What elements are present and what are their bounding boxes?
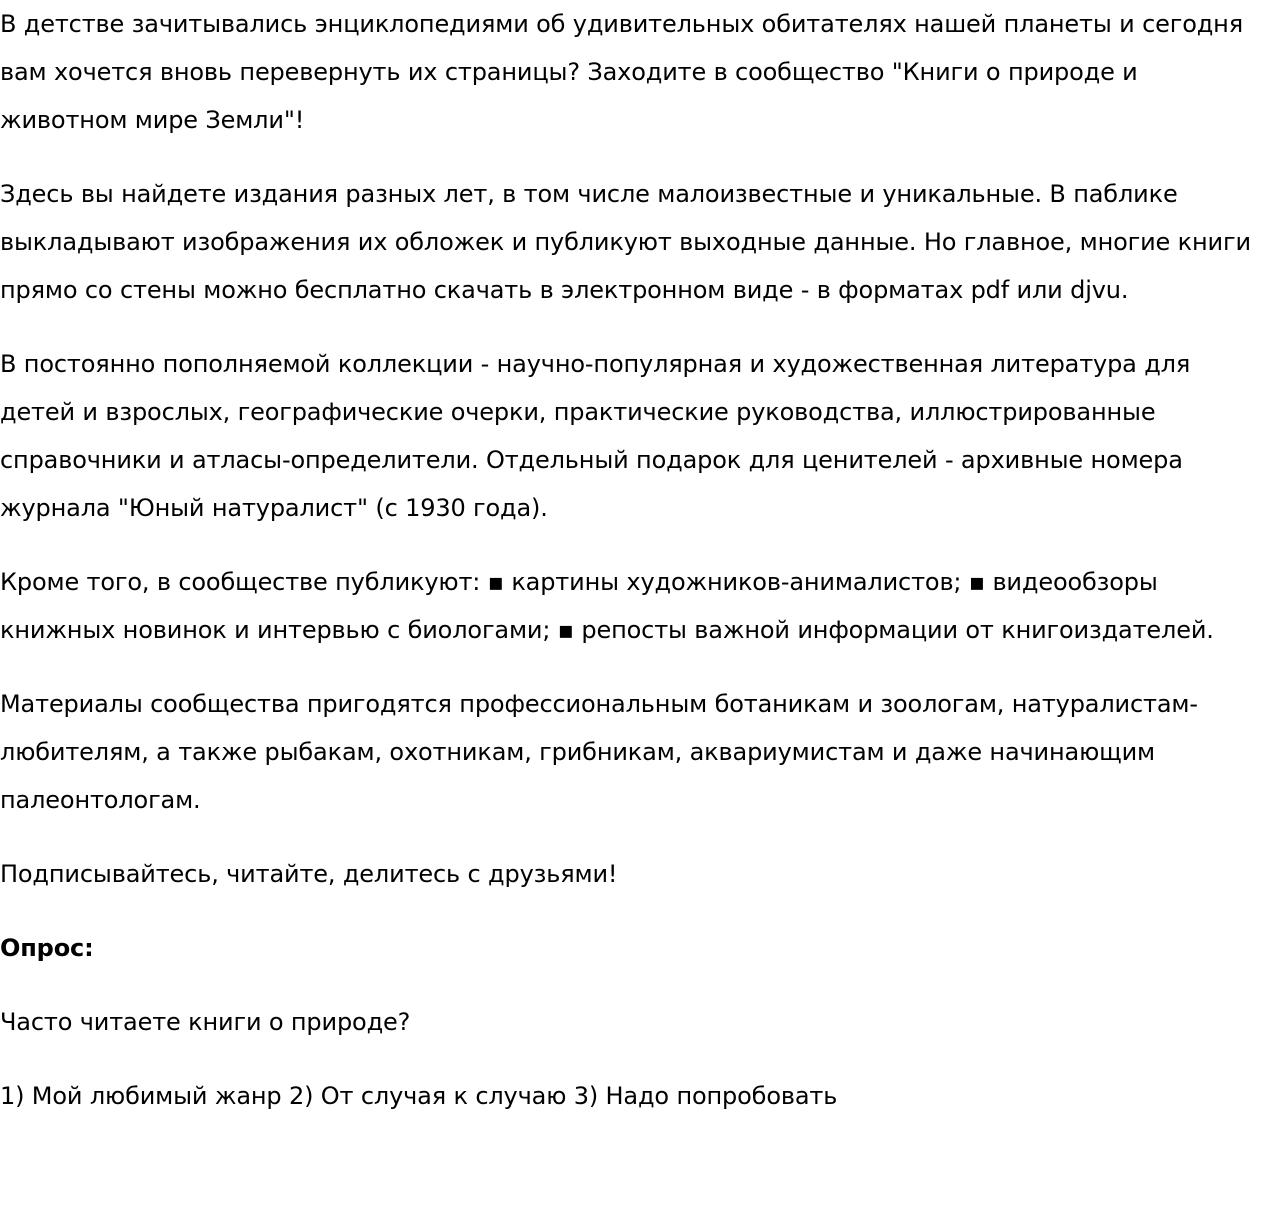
- editions-paragraph: Здесь вы найдете издания разных лет, в том числе малоизвестные и уникальные. В паблике выкладывают изображения их обложек и публикуют выходные данные. Но главное, многие книги прямо со стены можно бесплатно скачать в электронном виде - в форматах pdf или djvu.: [0, 180, 1251, 304]
- poll-heading: Опрос:: [0, 934, 94, 962]
- subscribe-paragraph: Подписывайтесь, читайте, делитесь с друзьями!: [0, 860, 618, 888]
- poll-options: 1) Мой любимый жанр 2) От случая к случаю 3) Надо попробовать: [0, 1082, 838, 1110]
- publications-paragraph: Кроме того, в сообществе публикуют: ▪ картины художников-анималистов; ▪ видеообзоры книжных новинок и интервью с биологами; ▪ репосты важной информации от книгоиздателей.: [0, 568, 1214, 644]
- audience-paragraph: Материалы сообщества пригодятся профессиональным ботаникам и зоологам, натуралистам-любителям, а также рыбакам, охотникам, грибникам, аквариумистам и даже начинающим палеонтологам.: [0, 690, 1198, 814]
- poll-question: Часто читаете книги о природе?: [0, 1008, 411, 1036]
- intro-paragraph: В детстве зачитывались энциклопедиями об удивительных обитателях нашей планеты и сегодня вам хочется вновь перевернуть их страницы? Заходите в сообщество "Книги о природе и животном мире Земли"!: [0, 10, 1244, 134]
- collection-paragraph: В постоянно пополняемой коллекции - научно-популярная и художественная литература для детей и взрослых, географические очерки, практические руководства, иллюстрированные справочники и атласы-определители. Отдельный подарок для ценителей - архивные номера журнала "Юный натуралист" (с 1930 года).: [0, 350, 1191, 522]
